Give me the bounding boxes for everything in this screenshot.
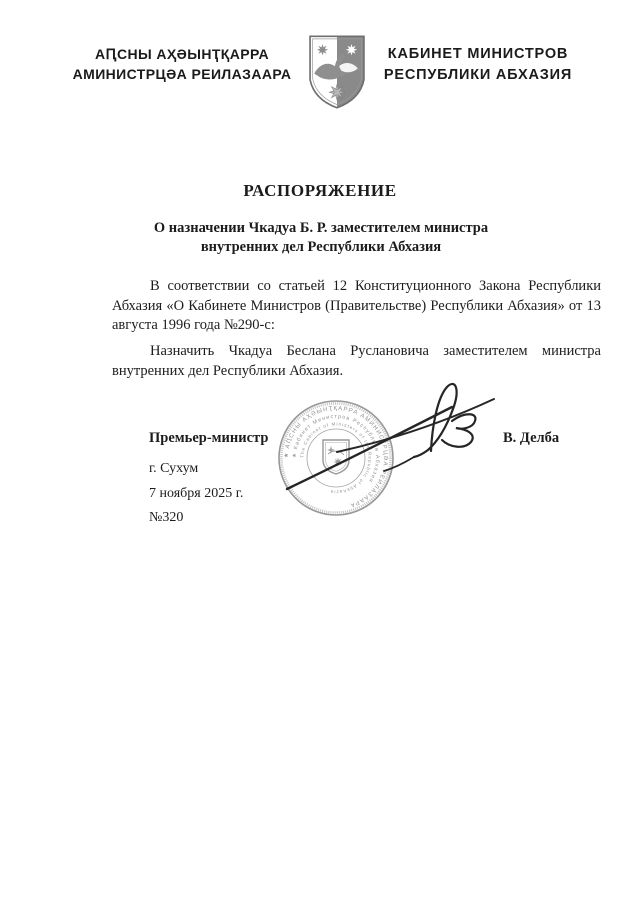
org-name-russian [376, 44, 580, 86]
body-paragraph-legal-basis: В соответствии со статьей 12 Конституционного Закона Республики Абхазия «О Кабинете Министров (Правительстве) Республики Абхазия» от 13 августа 1996 года №290-с: [112, 278, 601, 333]
seal-ring-russian-text: ★ Кабинет Министров Республики Абхазия [291, 413, 381, 484]
coat-of-arms-icon [308, 34, 366, 110]
issue-city: г. Сухум [149, 461, 199, 476]
document-subject-line1: О назначении Чкадуа Б. Р. заместителем министра [153, 220, 489, 236]
org-name-abkhaz-line2: АМИНИСТРЦӘА РЕИЛАЗААРА [72, 66, 292, 82]
document-subject [76, 219, 566, 257]
signer-name: В. Делба [503, 430, 560, 446]
document-type-title: РАСПОРЯЖЕНИЕ [243, 181, 397, 200]
signature-long-stroke [287, 407, 452, 489]
document-number: №320 [149, 510, 184, 525]
seal-ring-english-text: The Cabinet of Ministers of the Republic of Abkhazia [299, 421, 373, 495]
signer-title: Премьер-министр [149, 430, 269, 446]
seal-ring-abkhaz-text: ★ АԤСНЫ АҲӘЫНҬҚАРРА АМИНИСТРЦӘА РЕИЛАЗААРА [283, 405, 389, 508]
signature-tail [384, 457, 414, 471]
signature-scrawl [260, 370, 540, 510]
org-name-abkhaz-line1: АԤСНЫ АҲӘЫНҬҚАРРА [94, 46, 270, 62]
org-name-russian-line1: КАБИНЕТ МИНИСТРОВ [387, 46, 569, 62]
issue-date: 7 ноября 2025 г. [149, 486, 244, 501]
body-paragraph-appointment: Назначить Чкадуа Беслана Руслановича заместителем министра внутренних дел Республики Абхазия. [112, 343, 601, 379]
org-name-abkhaz [62, 44, 302, 84]
org-name-russian-line2: РЕСПУБЛИКИ АБХАЗИЯ [383, 67, 573, 83]
document-subject-line2: внутренних дел Республики Абхазия [200, 239, 442, 255]
